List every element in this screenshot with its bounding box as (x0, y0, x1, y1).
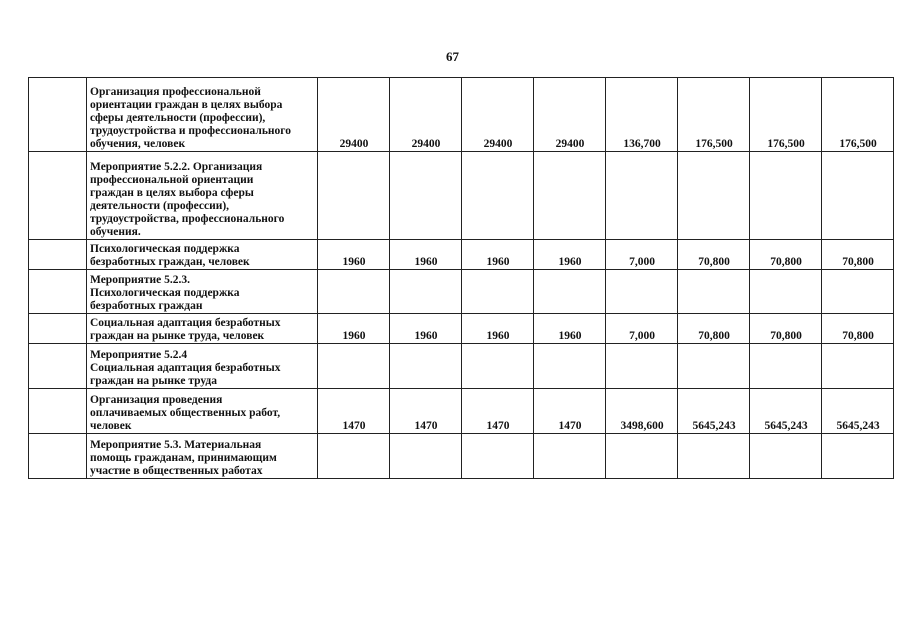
value-cell: 70,800 (750, 240, 822, 270)
value-cell (822, 434, 894, 479)
row-number-cell (29, 434, 87, 479)
table-row (29, 389, 894, 434)
value-cell (822, 344, 894, 389)
row-name-cell (87, 389, 318, 434)
value-cell: 3498,600 (606, 389, 678, 434)
row-name: Социальная адаптация безработных граждан на рынке труда, человек (90, 317, 281, 342)
value-cell (534, 344, 606, 389)
row-name-cell (87, 240, 318, 270)
table-row (29, 314, 894, 344)
value-cell (390, 270, 462, 314)
table-row (29, 270, 894, 314)
value-cell (750, 344, 822, 389)
value-cell: 5645,243 (822, 389, 894, 434)
row-name-cell (87, 344, 318, 389)
row-name: Мероприятие 5.2.2. Организация профессиональной ориентации граждан в целях выбора сферы деятельности (профессии), трудоустройства, профессионального обучения. (90, 161, 285, 238)
value-cell: 1960 (534, 240, 606, 270)
table-row (29, 434, 894, 479)
row-name-cell (87, 78, 318, 152)
value-cell: 1960 (318, 314, 390, 344)
value-cell (606, 152, 678, 240)
value-cell: 29400 (534, 78, 606, 152)
value-cell: 136,700 (606, 78, 678, 152)
row-number-cell (29, 152, 87, 240)
row-name-cell (87, 152, 318, 240)
value-cell (390, 434, 462, 479)
value-cell (678, 270, 750, 314)
value-cell (462, 434, 534, 479)
value-cell: 176,500 (678, 78, 750, 152)
value-cell (606, 434, 678, 479)
value-cell: 29400 (318, 78, 390, 152)
row-name: Организация профессиональной ориентации граждан в целях выбора сферы деятельности (профессии), трудоустройства и профессионального обучения, человек (90, 86, 291, 150)
value-cell: 1960 (390, 240, 462, 270)
value-cell: 1960 (390, 314, 462, 344)
value-cell: 176,500 (822, 78, 894, 152)
row-number-cell (29, 314, 87, 344)
value-cell: 7,000 (606, 314, 678, 344)
value-cell (462, 270, 534, 314)
value-cell (678, 344, 750, 389)
value-cell: 5645,243 (678, 389, 750, 434)
value-cell (822, 270, 894, 314)
row-number-cell (29, 389, 87, 434)
table-row (29, 240, 894, 270)
row-name-cell (87, 434, 318, 479)
row-name: Организация проведения оплачиваемых общественных работ, человек (90, 394, 281, 432)
row-name: Мероприятие 5.2.4 Социальная адаптация безработных граждан на рынке труда (90, 349, 281, 387)
value-cell (462, 152, 534, 240)
value-cell: 1470 (318, 389, 390, 434)
table-row (29, 152, 894, 240)
value-cell (390, 344, 462, 389)
value-cell: 1960 (318, 240, 390, 270)
value-cell: 176,500 (750, 78, 822, 152)
value-cell: 1470 (534, 389, 606, 434)
value-cell: 70,800 (678, 240, 750, 270)
value-cell (318, 434, 390, 479)
value-cell (534, 434, 606, 479)
row-name-cell (87, 270, 318, 314)
value-cell (534, 152, 606, 240)
value-cell: 5645,243 (750, 389, 822, 434)
row-name: Мероприятие 5.2.3. Психологическая поддержка безработных граждан (90, 274, 240, 312)
value-cell (318, 270, 390, 314)
value-cell (462, 344, 534, 389)
value-cell (534, 270, 606, 314)
value-cell (606, 344, 678, 389)
row-name: Психологическая поддержка безработных граждан, человек (90, 243, 250, 268)
value-cell (822, 152, 894, 240)
value-cell: 1470 (390, 389, 462, 434)
table-row (29, 344, 894, 389)
value-cell (678, 434, 750, 479)
value-cell: 29400 (462, 78, 534, 152)
value-cell (390, 152, 462, 240)
value-cell (750, 152, 822, 240)
row-number-cell (29, 344, 87, 389)
value-cell: 70,800 (822, 314, 894, 344)
row-name: Мероприятие 5.3. Материальная помощь гражданам, принимающим участие в общественных работах (90, 439, 277, 477)
row-number-cell (29, 240, 87, 270)
value-cell: 1960 (462, 314, 534, 344)
row-number-cell (29, 78, 87, 152)
value-cell (678, 152, 750, 240)
value-cell (318, 152, 390, 240)
row-number-cell (29, 270, 87, 314)
value-cell (318, 344, 390, 389)
value-cell: 7,000 (606, 240, 678, 270)
page-number: 67 (446, 49, 459, 64)
table-row (29, 78, 894, 152)
value-cell (606, 270, 678, 314)
value-cell: 1470 (462, 389, 534, 434)
row-name-cell (87, 314, 318, 344)
value-cell: 1960 (534, 314, 606, 344)
value-cell (750, 434, 822, 479)
value-cell: 29400 (390, 78, 462, 152)
value-cell (750, 270, 822, 314)
value-cell: 70,800 (822, 240, 894, 270)
value-cell: 1960 (462, 240, 534, 270)
value-cell: 70,800 (750, 314, 822, 344)
value-cell: 70,800 (678, 314, 750, 344)
indicator-table (28, 77, 894, 479)
